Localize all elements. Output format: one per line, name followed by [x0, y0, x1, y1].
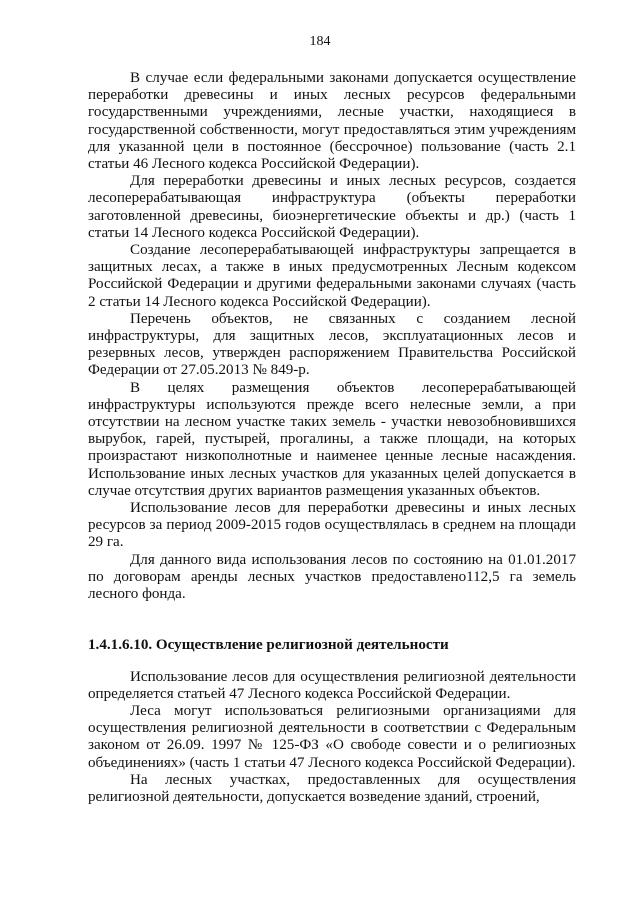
- paragraph: На лесных участках, предоставленных для осуществления религиозной деятельности, допускается возведение зданий, строений,: [88, 771, 576, 805]
- document-body: [88, 70, 576, 806]
- section-heading: 1.4.1.6.10. Осуществление религиозной деятельности: [88, 637, 449, 654]
- paragraph: В случае если федеральными законами допускается осуществление переработки древесины и иных лесных ресурсов федеральными государственными учреждениями, лесные участки, находящиеся в государственной собственности, могут предоставляться этим учреждениям для указанной цели в постоянное (бессрочное) пользование (часть 2.1 статьи 46 Лесного кодекса Российской Федерации).: [88, 70, 576, 173]
- paragraph: В целях размещения объектов лесоперерабатывающей инфраструктуры используются прежде всего нелесные земли, а при отсутствии на лесном участке таких земель - участки невозобновившихся вырубок, гарей, пустырей, прогалины, а также площади, на которых произрастают низкополнотные и наименее ценные лесные насаждения. Использование иных лесных участков для указанных целей допускается в случае отсутствия других вариантов размещения указанных объектов.: [88, 379, 576, 499]
- paragraph: Для данного вида использования лесов по состоянию на 01.01.2017 по договорам аренды лесных участков предоставлено112,5 га земель лесного фонда.: [88, 551, 576, 603]
- page-number: 184: [309, 34, 331, 49]
- paragraph: Леса могут использоваться религиозными организациями для осуществления религиозной деятельности в соответствии с Федеральным законом от 26.09. 1997 № 125-ФЗ «О свободе совести и о религиозных объединениях» (часть 1 статьи 47 Лесного кодекса Российской Федерации).: [88, 702, 576, 771]
- paragraph: Использование лесов для осуществления религиозной деятельности определяется статьей 47 Лесного кодекса Российской Федерации.: [88, 668, 576, 702]
- paragraph: Перечень объектов, не связанных с созданием лесной инфраструктуры, для защитных лесов, эксплуатационных лесов и резервных лесов, утвержден распоряжением Правительства Российской Федерации от 27.05.2013 № 849-р.: [88, 310, 576, 379]
- paragraph: Для переработки древесины и иных лесных ресурсов, создается лесоперерабатывающая инфраструктура (объекты переработки заготовленной древесины, биоэнергетические объекты и др.) (часть 1 статьи 14 Лесного кодекса Российской Федерации).: [88, 173, 576, 241]
- paragraph: Использование лесов для переработки древесины и иных лесных ресурсов за период 2009-2015 годов осуществлялась в среднем на площади 29 га.: [88, 500, 576, 551]
- paragraph: Создание лесоперерабатывающей инфраструктуры запрещается в защитных лесах, а также в иных предусмотренных Лесным кодексом Российской Федерации и другими федеральными законами случаях (часть 2 статьи 14 Лесного кодекса Российской Федерации).: [88, 242, 576, 310]
